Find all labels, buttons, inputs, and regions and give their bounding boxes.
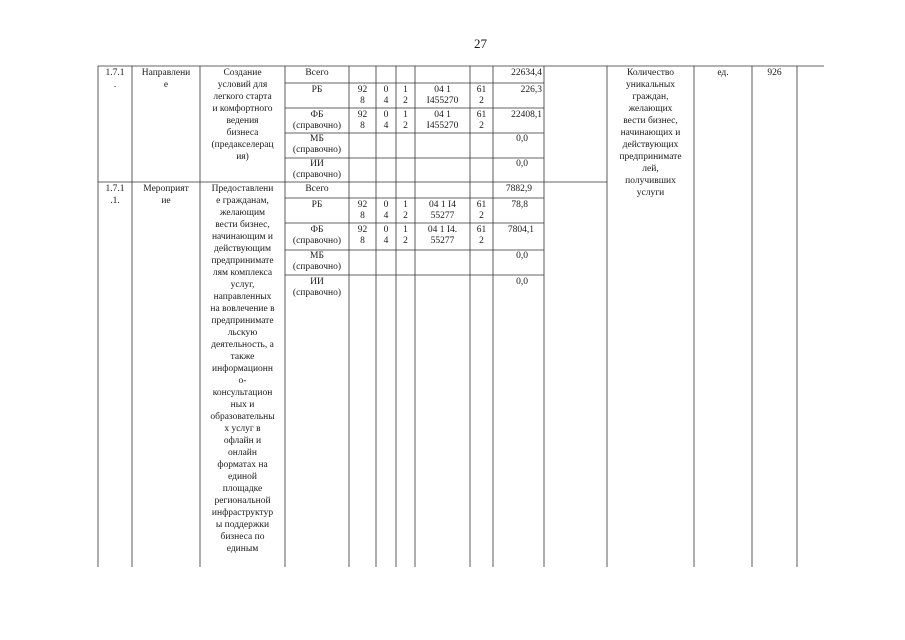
row2-fb-c2: 0 — [383, 225, 389, 235]
row2-fb-value: 7804,1 — [507, 225, 534, 235]
row1-name-line: ия) — [236, 152, 249, 162]
row2-name-line: региональной — [214, 496, 271, 506]
row2-mb-label2: (справочно) — [292, 262, 342, 272]
row2-fb-c4: 04 1 I4. — [427, 225, 458, 235]
row1-name-line: легкого старта — [213, 92, 272, 102]
row1-mb-label: МБ — [310, 134, 324, 144]
indicator-line: получивших — [625, 176, 676, 186]
row2-name-line: онлайн — [228, 448, 257, 458]
row2-rb-c3: 1 — [403, 200, 408, 210]
row2-rb-c3: 2 — [403, 211, 408, 221]
row2-rb-value: 78,8 — [511, 200, 528, 210]
row2-fb-c2: 4 — [383, 236, 389, 246]
row1-ii-label2: (справочно) — [292, 170, 342, 180]
row2-name-line: начинающим и — [211, 232, 274, 242]
row1-ii-value: 0,0 — [516, 159, 528, 169]
row1-rb-c1: 8 — [360, 96, 365, 106]
row2-number: 1.7.1 — [105, 184, 125, 194]
row1-rb-c4: I455270 — [426, 96, 459, 106]
row1-fb-label2: (справочно) — [292, 121, 342, 131]
row2-ii-value: 0,0 — [516, 277, 528, 287]
row2-name-line: форматах на — [217, 460, 268, 470]
row2-rb-c4: 04 1 I4 — [429, 200, 456, 210]
row2-name-line: вести бизнес, — [215, 220, 270, 230]
row1-rb-c4: 04 1 — [434, 85, 451, 95]
page-number: 27 — [474, 36, 487, 51]
row2-fb-c3: 1 — [403, 225, 408, 235]
row1-name-line: и комфортного — [212, 104, 273, 114]
row2-name-line: ы поддержки — [215, 520, 270, 530]
row2-rb-c2: 0 — [383, 200, 389, 210]
row2-name-line: о- — [238, 376, 247, 386]
row2-ii-label: ИИ — [310, 277, 324, 287]
indicator-line: уникальных — [626, 80, 675, 90]
row1-type: Направлени — [141, 68, 191, 78]
row2-name-line: действующим — [214, 244, 271, 254]
row1-fb-c5: 2 — [479, 121, 484, 131]
indicator-line: услуги — [636, 188, 665, 198]
row1-fb-c2: 0 — [383, 110, 389, 120]
row1-rb-c5: 61 — [476, 85, 487, 95]
target-value: 926 — [767, 68, 782, 78]
row1-name-line: условий для — [217, 80, 268, 90]
row1-rb-label: РБ — [311, 85, 323, 95]
row1-fb-c4: I455270 — [426, 121, 459, 131]
row2-mb-label: МБ — [310, 251, 324, 261]
row1-rb-value: 226,3 — [520, 85, 542, 95]
row1-fb-c5: 61 — [476, 110, 487, 120]
indicator-line: действующих — [622, 140, 679, 150]
indicator-line: граждан, — [632, 92, 669, 102]
row2-name-line: направленных — [213, 292, 272, 302]
row1-fb-value: 22408,1 — [511, 110, 542, 120]
row1-rb-c5: 2 — [479, 96, 484, 106]
row2-name-line: предпринимате — [211, 316, 274, 326]
row2-name-line: образовательны — [210, 412, 275, 422]
row1-number-dot: . — [113, 80, 117, 90]
row1-name-line: бизнеса — [226, 128, 259, 138]
row2-rb-c4: 55277 — [430, 211, 455, 221]
row2-type: Мероприят — [143, 184, 189, 194]
row2-fb-c5: 2 — [479, 236, 484, 246]
indicator-line: предпринимате — [619, 152, 682, 162]
row2-name-line: информационн — [212, 364, 273, 374]
row2-name-line: деятельность, а — [211, 340, 274, 350]
row2-name-line: единым — [226, 544, 259, 554]
row2-type-cont: ие — [161, 196, 171, 206]
row2-fb-c5: 61 — [476, 225, 487, 235]
row2-name-line: консультацион — [212, 388, 273, 398]
row1-rb-c2: 0 — [383, 85, 389, 95]
row1-rb-c2: 4 — [383, 96, 389, 106]
indicator-line: желающих — [628, 104, 673, 114]
row2-fb-label2: (справочно) — [292, 236, 342, 246]
row2-name-line: льскую — [227, 328, 258, 338]
row1-fb-c3: 2 — [403, 121, 408, 131]
row2-rb-c1: 8 — [360, 211, 365, 221]
row2-name-line: желающим — [219, 208, 266, 218]
row1-total-value: 22634,4 — [511, 68, 542, 78]
indicator-line: начинающих и — [620, 128, 681, 138]
row1-total-label: Всего — [305, 68, 329, 78]
row1-rb-c3: 2 — [403, 96, 408, 106]
row2-name-line: офлайн и — [223, 436, 262, 446]
indicator-line: Количество — [626, 68, 675, 78]
row2-mb-value: 0,0 — [516, 251, 528, 261]
indicator-line: вести бизнес, — [623, 116, 678, 126]
row1-name-line: ведения — [226, 116, 259, 126]
row2-name-line: х услуг в — [224, 424, 261, 434]
row2-name-line: на вовлечение в — [210, 304, 275, 314]
row1-fb-c2: 4 — [383, 121, 389, 131]
row2-rb-label: РБ — [311, 200, 323, 210]
unit: ед. — [717, 68, 729, 78]
row2-name-line: е гражданам, — [216, 196, 269, 206]
row2-name-line: единой — [228, 472, 257, 482]
row2-name-line: бизнеса по — [220, 532, 265, 542]
row1-fb-c4: 04 1 — [434, 110, 451, 120]
row1-fb-c3: 1 — [403, 110, 408, 120]
row1-number: 1.7.1 — [105, 68, 125, 78]
row1-name-line: Создание — [223, 68, 262, 78]
row1-mb-label2: (справочно) — [292, 145, 342, 155]
row2-fb-c1: 92 — [357, 225, 368, 235]
row2-name-line: также — [230, 352, 255, 362]
row2-rb-c1: 92 — [357, 200, 368, 210]
row2-name-line: лям комплекса — [212, 268, 273, 278]
row1-rb-c1: 92 — [357, 85, 368, 95]
row2-total-label: Всего — [305, 184, 329, 194]
row2-name-line: площадке — [222, 484, 263, 494]
row1-fb-label: ФБ — [310, 110, 324, 120]
row2-total-value: 7882,9 — [505, 184, 532, 194]
row2-fb-c1: 8 — [360, 236, 365, 246]
row1-type-cont: е — [163, 80, 169, 90]
row1-fb-c1: 92 — [357, 110, 368, 120]
row2-name-line: услуг, — [230, 280, 255, 290]
row2-rb-c5: 2 — [479, 211, 484, 221]
row2-fb-c3: 2 — [403, 236, 408, 246]
row2-fb-c4: 55277 — [430, 236, 455, 246]
row2-ii-label2: (справочно) — [292, 288, 342, 298]
row1-mb-value: 0,0 — [516, 134, 528, 144]
indicator-line: лей, — [642, 164, 659, 174]
row2-name-line: Предоставлени — [211, 184, 274, 194]
row2-name-line: ных и — [230, 400, 255, 410]
row2-name-line: предпринимате — [211, 256, 274, 266]
row1-ii-label: ИИ — [310, 159, 324, 169]
row1-name-line: (предакселерац — [211, 140, 274, 150]
row1-rb-c3: 1 — [403, 85, 408, 95]
row2-fb-label: ФБ — [310, 225, 324, 235]
row2-rb-c2: 4 — [383, 211, 389, 221]
row1-fb-c1: 8 — [360, 121, 365, 131]
row2-number-cont: .1. — [110, 196, 120, 206]
row2-rb-c5: 61 — [476, 200, 487, 210]
row2-name-line: инфраструктур — [211, 508, 274, 518]
